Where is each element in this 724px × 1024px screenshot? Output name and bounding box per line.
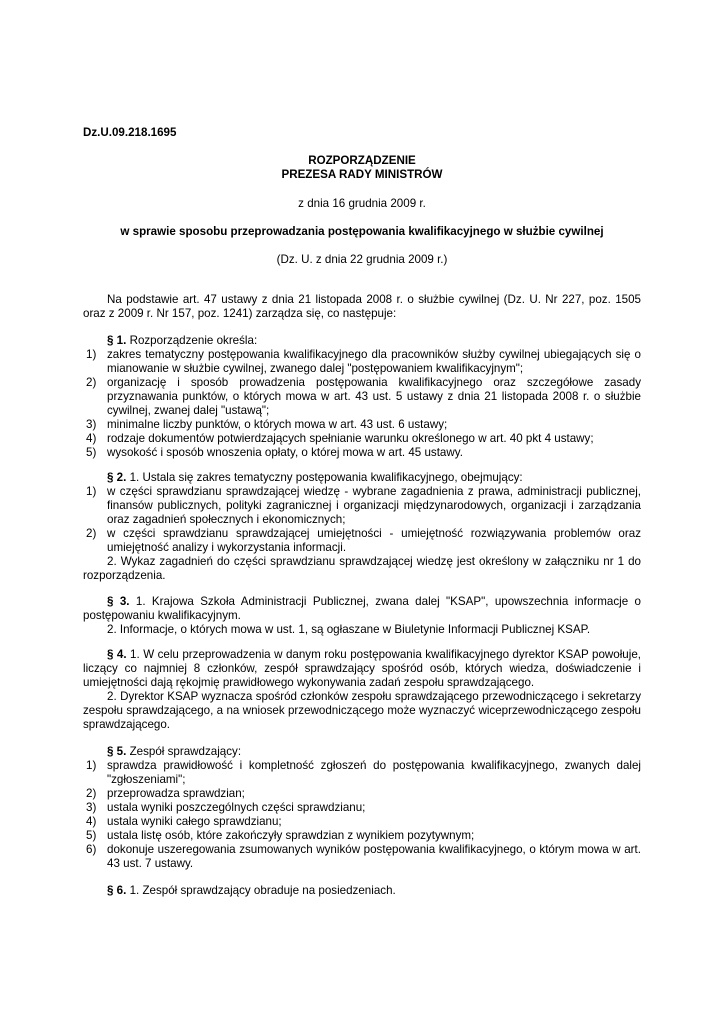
publication-note: (Dz. U. z dnia 22 grudnia 2009 r.) xyxy=(276,253,448,266)
act-type-title: ROZPORZĄDZENIE xyxy=(308,154,416,167)
list-item: 2) w części sprawdzianu sprawdzającej umiejętności - umiejętność rozwiązywania problemów oraz umiejętność analizy i wykorzystania informacji. xyxy=(86,527,641,554)
list-item: 1) w części sprawdzianu sprawdzającej wiedzę - wybrane zagadnienia z prawa, administracji publicznej, finansów publicznych, polityki zagranicznej i organizacji międzynarodowych, organizacji i zarządzania oraz zagadnień społecznych i ekonomicznych; xyxy=(86,485,641,526)
section-3 xyxy=(83,595,641,637)
section-4-mark: § 4. xyxy=(107,648,127,661)
section-4-paragraph-1: § 4. 1. W celu przeprowadzenia w danym roku postępowania kwalifikacyjnego dyrektor KSAP powołuje, liczący co najmniej 8 członków, zespół sprawdzający spośród osób, których wiedza, doświadczenie i umiejętności dają rękojmię prawidłowego wykonywania zadań zespołu sprawdzającego. xyxy=(83,648,641,689)
section-6-mark: § 6. xyxy=(107,884,127,897)
section-5-intro: § 5. Zespół sprawdzający: xyxy=(107,745,242,758)
section-2-paragraph-2: 2. Wykaz zagadnień do części sprawdzianu sprawdzającej wiedzę jest określony w załączniku nr 1 do rozporządzenia. xyxy=(83,555,641,582)
act-date: z dnia 16 grudnia 2009 r. xyxy=(298,197,426,210)
section-2-intro: § 2. 1. Ustala się zakres tematyczny postępowania kwalifikacyjnego, obejmujący: xyxy=(107,471,523,484)
list-item: 4) ustala wyniki całego sprawdzianu; xyxy=(86,815,282,828)
act-subject: w sprawie sposobu przeprowadzania postępowania kwalifikacyjnego w służbie cywilnej xyxy=(120,225,604,238)
section-3-mark: § 3. xyxy=(107,595,130,608)
list-item: 4) rodzaje dokumentów potwierdzających spełnianie warunku określonego w art. 40 pkt 4 ustawy; xyxy=(86,432,594,445)
list-item: 5) wysokość i sposób wnoszenia opłaty, o której mowa w art. 45 ustawy. xyxy=(86,446,463,459)
list-item: 1) zakres tematyczny postępowania kwalifikacyjnego dla pracowników służby cywilnej ubiegających się o mianowanie w służbie cywilnej, zwanego dalej "postępowaniem kwalifikacyjnym"; xyxy=(86,348,641,375)
section-3-paragraph-2: 2. Informacje, o których mowa w ust. 1, są ogłaszane w Biuletynie Informacji Publicznej KSAP. xyxy=(107,623,591,636)
section-3-paragraph-1: § 3. 1. Krajowa Szkoła Administracji Publicznej, zwana dalej "KSAP", upowszechnia informacje o postępowaniu kwalifikacyjnym. xyxy=(83,595,641,622)
section-4 xyxy=(83,648,641,732)
list-item: 3) minimalne liczby punktów, o których mowa w art. 43 ust. 6 ustawy; xyxy=(86,418,448,431)
section-5 xyxy=(83,745,641,871)
document-reference: Dz.U.09.218.1695 xyxy=(83,126,177,139)
section-1-mark: § 1. xyxy=(107,334,127,347)
list-item: 1) sprawdza prawidłowość i kompletność zgłoszeń do postępowania kwalifikacyjnego, zwanych dalej "zgłoszeniami"; xyxy=(86,759,641,786)
list-item: 3) ustala wyniki poszczególnych części sprawdzianu; xyxy=(86,801,366,814)
preamble-text: Na podstawie art. 47 ustawy z dnia 21 listopada 2008 r. o służbie cywilnej (Dz. U. Nr 227, poz. 1505 oraz z 2009 r. Nr 157, poz. 1241) zarządza się, co następuje: xyxy=(83,293,641,320)
section-1-intro: § 1. Rozporządzenie określa: xyxy=(107,334,258,347)
section-2 xyxy=(83,471,641,583)
section-6-paragraph-1: § 6. 1. Zespół sprawdzający obraduje na posiedzeniach. xyxy=(107,884,396,897)
section-6 xyxy=(83,884,641,898)
list-item: 5) ustala listę osób, które zakończyły sprawdzian z wynikiem pozytywnym; xyxy=(86,829,475,842)
section-5-mark: § 5. xyxy=(107,745,127,758)
list-item: 2) przeprowadza sprawdzian; xyxy=(86,787,245,800)
section-4-paragraph-2: 2. Dyrektor KSAP wyznacza spośród członków zespołu sprawdzającego przewodniczącego i sekretarzy zespołu sprawdzającego, a na wniosek przewodniczącego może wyznaczyć wiceprzewodniczącego zespołu sprawdzającego. xyxy=(83,690,641,731)
issuer-title: PREZESA RADY MINISTRÓW xyxy=(281,168,443,181)
section-1 xyxy=(83,334,641,460)
section-2-mark: § 2. xyxy=(107,471,127,484)
list-item: 2) organizację i sposób prowadzenia postępowania kwalifikacyjnego oraz szczegółowe zasady przyznawania punktów, o których mowa w art. 43 ust. 5 ustawy z dnia 21 listopada 2008 r. o służbie cywilnej, zwanej dalej "ustawą"; xyxy=(86,376,641,417)
preamble xyxy=(83,293,641,321)
list-item: 6) dokonuje uszeregowania zsumowanych wyników postępowania kwalifikacyjnego, o którym mowa w art. 43 ust. 7 ustawy. xyxy=(86,843,641,870)
